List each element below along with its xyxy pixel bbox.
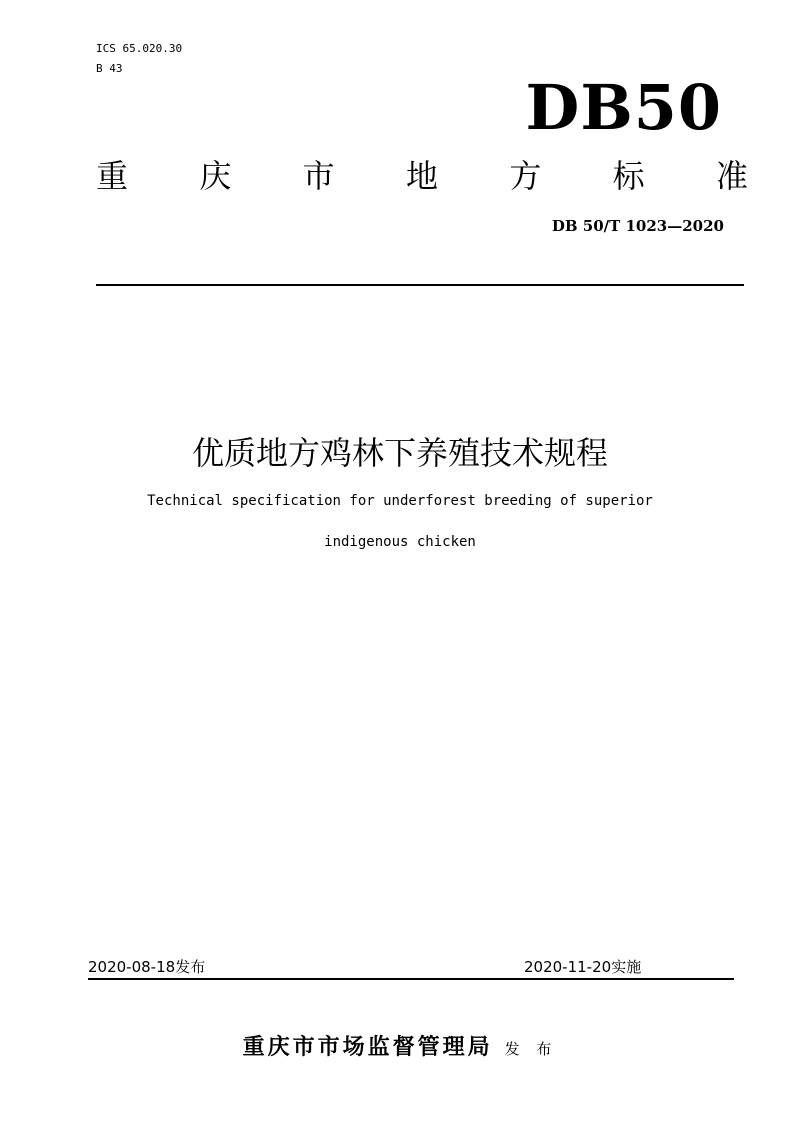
ics-code: ICS 65.020.30 — [96, 42, 183, 55]
standard-number: DB 50/T 1023—2020 — [551, 217, 724, 235]
ccs-code: B 43 — [96, 62, 123, 75]
standard-type-char: 庆 — [199, 157, 232, 195]
implementation-date — [524, 956, 641, 978]
standard-logo: DB50 — [525, 71, 722, 144]
issue-date — [88, 956, 205, 978]
implementation-date-label: 实施 — [611, 958, 642, 976]
standard-type-char: 方 — [509, 157, 542, 195]
publisher-line — [0, 1030, 800, 1067]
standard-type-char: 准 — [715, 157, 748, 195]
document-title-english-line2: indigenous chicken — [324, 534, 476, 550]
publisher-suffix: 发 布 — [504, 1040, 558, 1058]
standard-type-char: 市 — [302, 157, 335, 195]
top-divider — [96, 284, 744, 286]
issue-date-label: 发布 — [175, 958, 206, 976]
implementation-date-value: 2020-11-20 — [524, 958, 612, 976]
standard-type-heading — [96, 152, 748, 200]
document-title-chinese: 优质地方鸡林下养殖技术规程 — [191, 434, 608, 472]
bottom-divider — [88, 978, 734, 980]
standard-type-char: 标 — [612, 157, 645, 195]
publisher-name: 重庆市市场监督管理局 — [242, 1035, 493, 1060]
standard-type-char: 地 — [405, 157, 438, 195]
issue-date-value: 2020-08-18 — [88, 958, 176, 976]
document-title-english-line1: Technical specification for underforest breeding of superior — [147, 493, 653, 509]
standard-type-char: 重 — [96, 157, 129, 195]
